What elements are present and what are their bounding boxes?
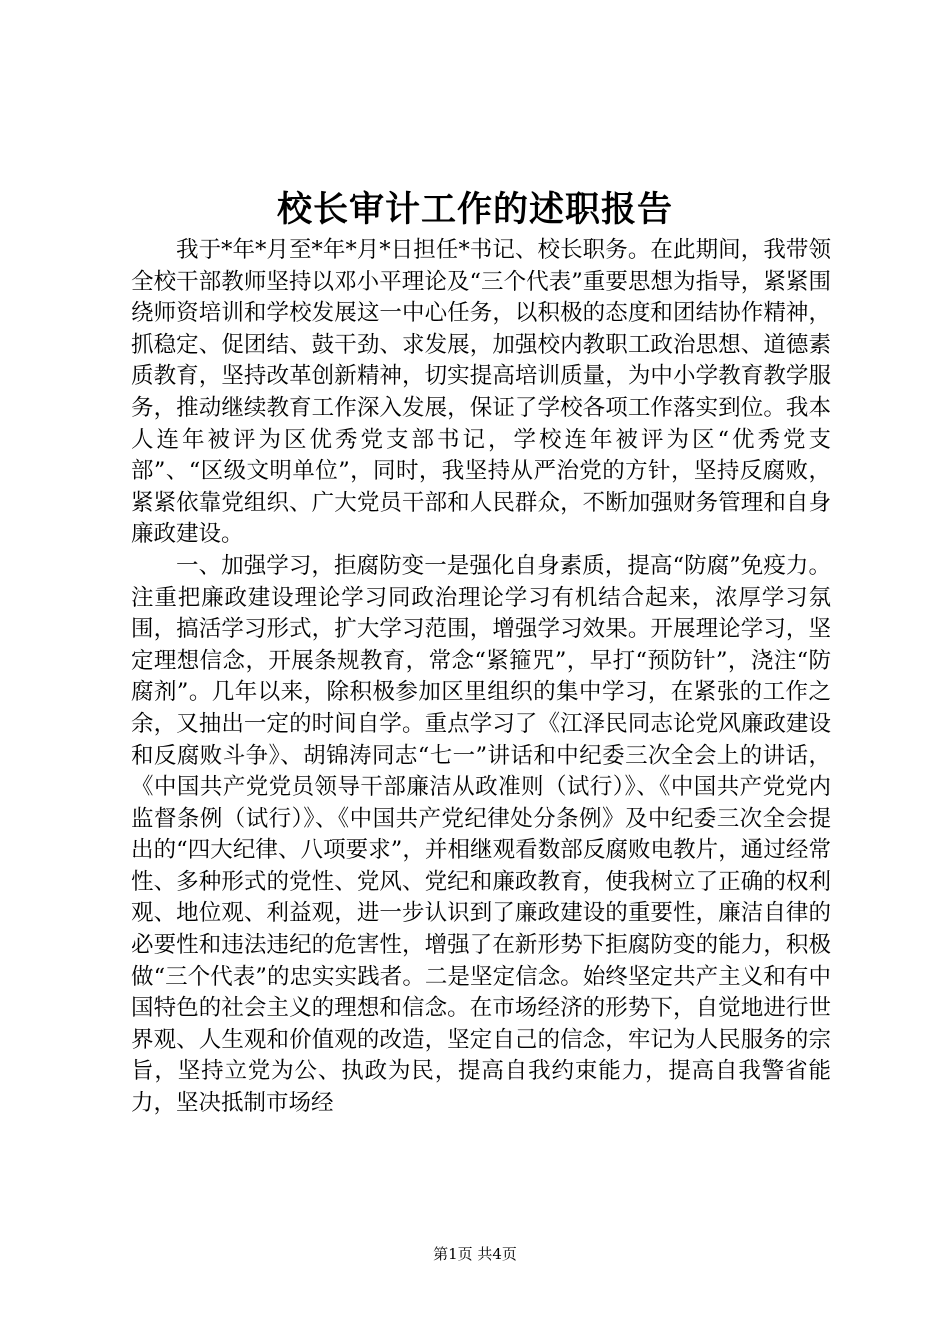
page-footer: 第1页 共4页	[433, 1245, 517, 1263]
document-body	[131, 235, 831, 1120]
document-title: 校长审计工作的述职报告	[276, 189, 673, 230]
paragraph-intro: 我于*年*月至*年*月*日担任*书记、校长职务。在此期间，我带领全校干部教师坚持以邓小平理论及“三个代表”重要思想为指导，紧紧围绕师资培训和学校发展这一中心任务，以积极的态度和团结协作精神，抓稳定、促团结、鼓干劲、求发展，加强校内教职工政治思想、道德素质教育，坚持改革创新精神，切实提高培训质量，为中小学教育教学服务，推动继续教育工作深入发展，保证了学校各项工作落实到位。我本人连年被评为区优秀党支部书记，学校连年被评为区“优秀党支部”、“区级文明单位”，同时，我坚持从严治党的方针，坚持反腐败，紧紧依靠党组织、广大党员干部和人民群众，不断加强财务管理和自身廉政建设。	[131, 237, 831, 548]
paragraph-section-one: 一、加强学习，拒腐防变一是强化自身素质，提高“防腐”免疫力。注重把廉政建设理论学习同政治理论学习有机结合起来，浓厚学习氛围，搞活学习形式，扩大学习范围，增强学习效果。开展理论学习，坚定理想信念，开展条规教育，常念“紧箍咒”，早打“预防针”，浇注“防腐剂”。几年以来，除积极参加区里组织的集中学习，在紧张的工作之余，又抽出一定的时间自学。重点学习了《江泽民同志论党风廉政建设和反腐败斗争》、胡锦涛同志“七一”讲话和中纪委三次全会上的讲话，《中国共产党党员领导干部廉洁从政准则（试行）》、《中国共产党党内监督条例（试行）》、《中国共产党纪律处分条例》及中纪委三次全会提出的“四大纪律、八项要求”，并相继观看数部反腐败电教片，通过经常性、多种形式的党性、党风、党纪和廉政教育，使我树立了正确的权利观、地位观、利益观，进一步认识到了廉政建设的重要性，廉洁自律的必要性和违法违纪的危害性，增强了在新形势下拒腐防变的能力，积极做“三个代表”的忠实实践者。二是坚定信念。始终坚定共产主义和有中国特色的社会主义的理想和信念。在市场经济的形势下，自觉地进行世界观、人生观和价值观的改造，坚定自己的信念，牢记为人民服务的宗旨，坚持立党为公、执政为民，提高自我约束能力，提高自我警省能力，坚决抵制市场经	[131, 552, 831, 1117]
